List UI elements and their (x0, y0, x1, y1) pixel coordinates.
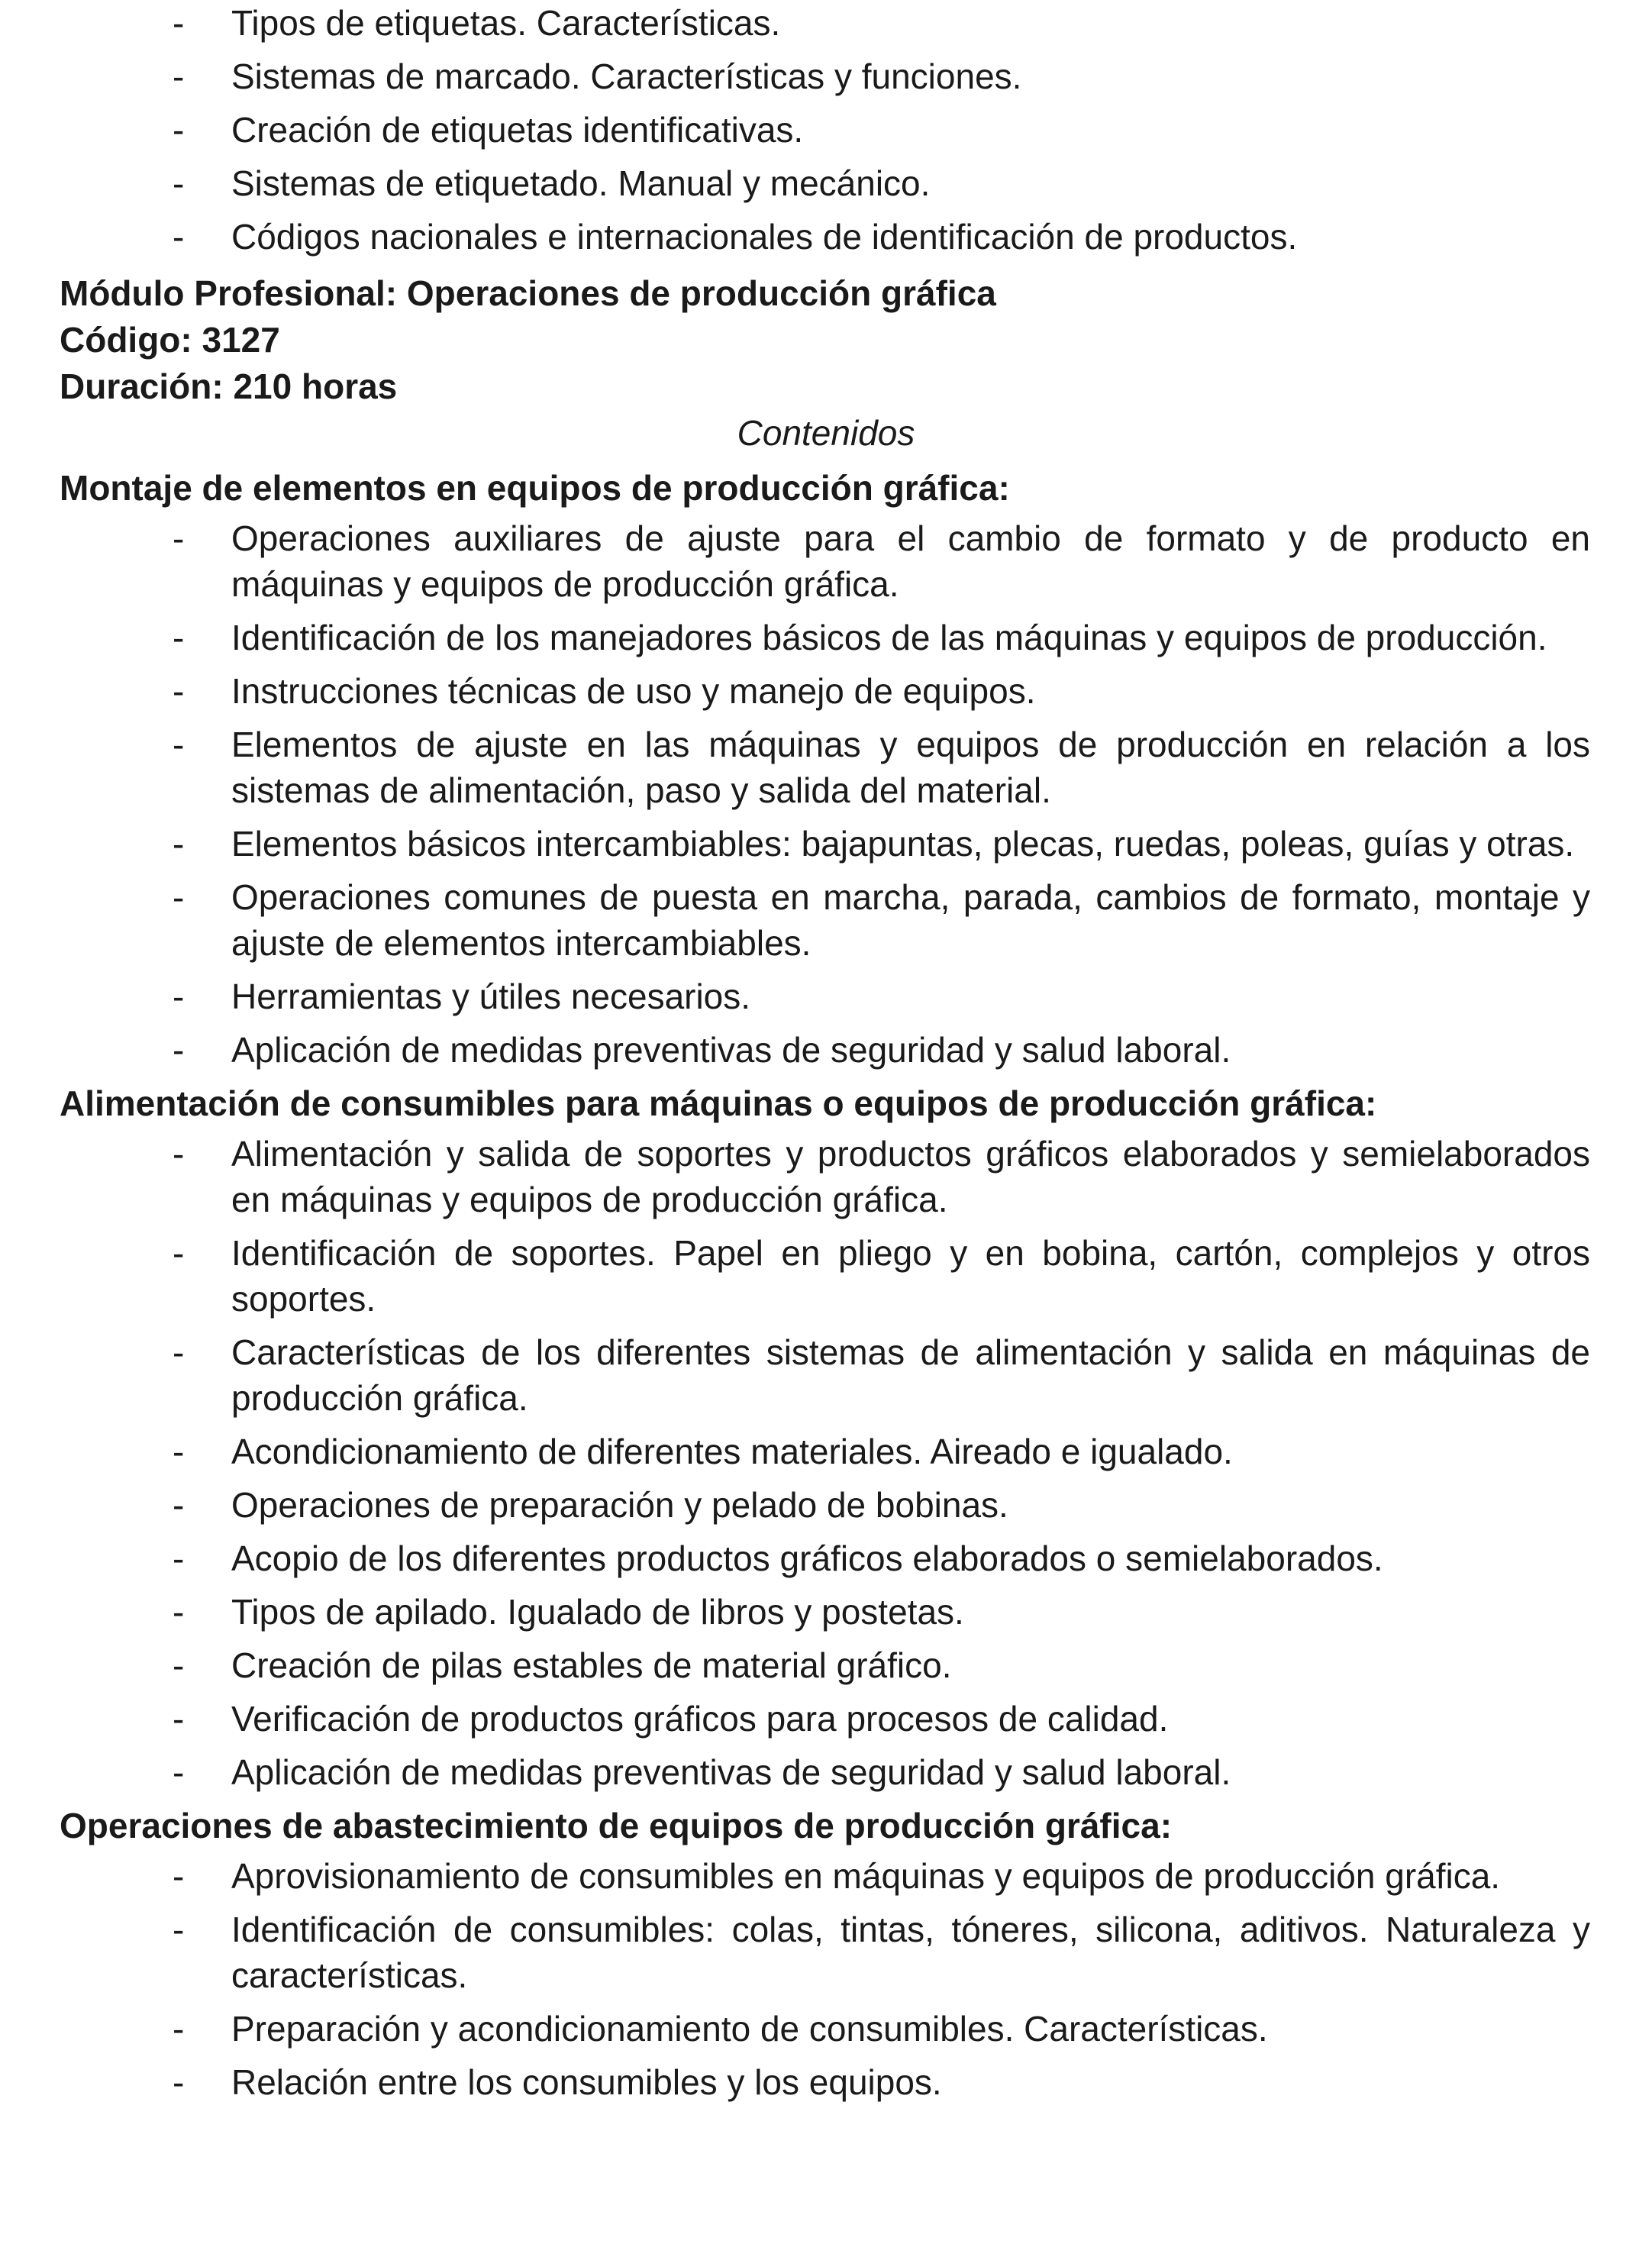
list-item (60, 1429, 1592, 1474)
list-item-text: Sistemas de etiquetado. Manual y mecánico. (231, 163, 931, 203)
list-item (60, 2006, 1592, 2052)
section-montaje (60, 465, 1592, 1073)
list-item (60, 1907, 1592, 1998)
dash-bullet: - (173, 57, 185, 96)
list-item (60, 515, 1592, 607)
list-item-text: Instrucciones técnicas de uso y manejo de equipos. (231, 671, 1036, 711)
dash-bullet: - (173, 1699, 185, 1739)
list-item (60, 1230, 1592, 1322)
dash-bullet: - (173, 1332, 185, 1372)
dash-bullet: - (173, 1752, 185, 1792)
list-item (60, 1027, 1592, 1073)
list-item (60, 1749, 1592, 1795)
dash-bullet: - (173, 1539, 185, 1578)
list-item-text: Códigos nacionales e internacionales de identificación de productos. (231, 217, 1298, 257)
list-item-text: Operaciones comunes de puesta en marcha, parada, cambios de formato, montaje y ajuste de elementos intercambiables. (231, 877, 1590, 963)
intro-list (60, 0, 1592, 260)
list-item-text: Identificación de consumibles: colas, tintas, tóneres, silicona, aditivos. Naturaleza y características. (231, 1910, 1590, 1995)
module-code: Código: 3127 (60, 320, 280, 360)
dash-bullet: - (173, 977, 185, 1016)
section-title: Alimentación de consumibles para máquinas o equipos de producción gráfica: (60, 1083, 1377, 1123)
dash-bullet: - (173, 2062, 185, 2102)
list-item (60, 1642, 1592, 1688)
list-item (60, 1329, 1592, 1421)
list-item (60, 821, 1592, 867)
section-alimentacion (60, 1080, 1592, 1795)
dash-bullet: - (173, 824, 185, 864)
list-item (60, 1131, 1592, 1222)
list-item-text: Identificación de soportes. Papel en pliego y en bobina, cartón, complejos y otros soportes. (231, 1233, 1590, 1319)
list-item-text: Creación de etiquetas identificativas. (231, 110, 804, 150)
dash-bullet: - (173, 1645, 185, 1685)
module-title: Módulo Profesional: Operaciones de producción gráfica (60, 273, 996, 313)
section-title: Montaje de elementos en equipos de producción gráfica: (60, 468, 1010, 508)
dash-bullet: - (173, 1233, 185, 1273)
dash-bullet: - (173, 1030, 185, 1070)
list-item-text: Tipos de etiquetas. Características. (231, 3, 781, 43)
list-item-text: Relación entre los consumibles y los equipos. (231, 2062, 942, 2102)
dash-bullet: - (173, 1592, 185, 1632)
list-item (60, 107, 1592, 153)
dash-bullet: - (173, 2009, 185, 2049)
list-item (60, 974, 1592, 1019)
list-item-text: Acopio de los diferentes productos gráficos elaborados o semielaborados. (231, 1539, 1383, 1578)
dash-bullet: - (173, 671, 185, 711)
section-list (60, 1131, 1592, 1795)
list-item (60, 722, 1592, 813)
dash-bullet: - (173, 725, 185, 764)
list-item-text: Alimentación y salida de soportes y productos gráficos elaborados y semielaborados en máquinas y equipos de producción gráfica. (231, 1134, 1590, 1219)
section-abastecimiento (60, 1803, 1592, 2105)
list-item (60, 214, 1592, 260)
list-item-text: Sistemas de marcado. Características y funciones. (231, 57, 1022, 96)
dash-bullet: - (173, 217, 185, 257)
dash-bullet: - (173, 518, 185, 558)
list-item-text: Elementos básicos intercambiables: bajapuntas, plecas, ruedas, poleas, guías y otras. (231, 824, 1575, 864)
list-item (60, 1696, 1592, 1742)
dash-bullet: - (173, 110, 185, 150)
dash-bullet: - (173, 3, 185, 43)
list-item (60, 668, 1592, 714)
dash-bullet: - (173, 1910, 185, 1949)
list-item-text: Operaciones de preparación y pelado de bobinas. (231, 1485, 1008, 1525)
list-item (60, 1535, 1592, 1581)
list-item (60, 1589, 1592, 1635)
dash-bullet: - (173, 1134, 185, 1174)
dash-bullet: - (173, 877, 185, 917)
list-item (60, 2059, 1592, 2105)
list-item-text: Aplicación de medidas preventivas de seguridad y salud laboral. (231, 1752, 1231, 1792)
list-item-text: Creación de pilas estables de material gráfico. (231, 1645, 952, 1685)
list-item-text: Tipos de apilado. Igualado de libros y postetas. (231, 1592, 964, 1632)
contents-heading: Contenidos (737, 413, 915, 453)
list-item-text: Características de los diferentes sistemas de alimentación y salida en máquinas de producción gráfica. (231, 1332, 1590, 1418)
module-duration: Duración: 210 horas (60, 366, 398, 406)
list-item (60, 160, 1592, 206)
dash-bullet: - (173, 1432, 185, 1471)
section-list (60, 515, 1592, 1073)
list-item-text: Identificación de los manejadores básicos de las máquinas y equipos de producción. (231, 618, 1547, 657)
list-item-text: Herramientas y útiles necesarios. (231, 977, 751, 1016)
list-item-text: Operaciones auxiliares de ajuste para el cambio de formato y de producto en máquinas y equipos de producción gráfica. (231, 518, 1590, 604)
list-item (60, 1853, 1592, 1899)
list-item-text: Verificación de productos gráficos para procesos de calidad. (231, 1699, 1169, 1739)
list-item (60, 874, 1592, 966)
list-item-text: Preparación y acondicionamiento de consumibles. Características. (231, 2009, 1268, 2049)
section-list (60, 1853, 1592, 2105)
section-title: Operaciones de abastecimiento de equipos de producción gráfica: (60, 1806, 1173, 1845)
list-item-text: Aprovisionamiento de consumibles en máquinas y equipos de producción gráfica. (231, 1856, 1501, 1896)
list-item (60, 0, 1592, 46)
list-item-text: Aplicación de medidas preventivas de seguridad y salud laboral. (231, 1030, 1231, 1070)
list-item-text: Elementos de ajuste en las máquinas y equipos de producción en relación a los sistemas de alimentación, paso y salida del material. (231, 725, 1590, 810)
list-item (60, 615, 1592, 660)
module-header (60, 270, 1592, 410)
list-item-text: Acondicionamiento de diferentes materiales. Aireado e igualado. (231, 1432, 1233, 1471)
dash-bullet: - (173, 618, 185, 657)
dash-bullet: - (173, 163, 185, 203)
dash-bullet: - (173, 1485, 185, 1525)
dash-bullet: - (173, 1856, 185, 1896)
list-item (60, 1482, 1592, 1528)
list-item (60, 53, 1592, 99)
